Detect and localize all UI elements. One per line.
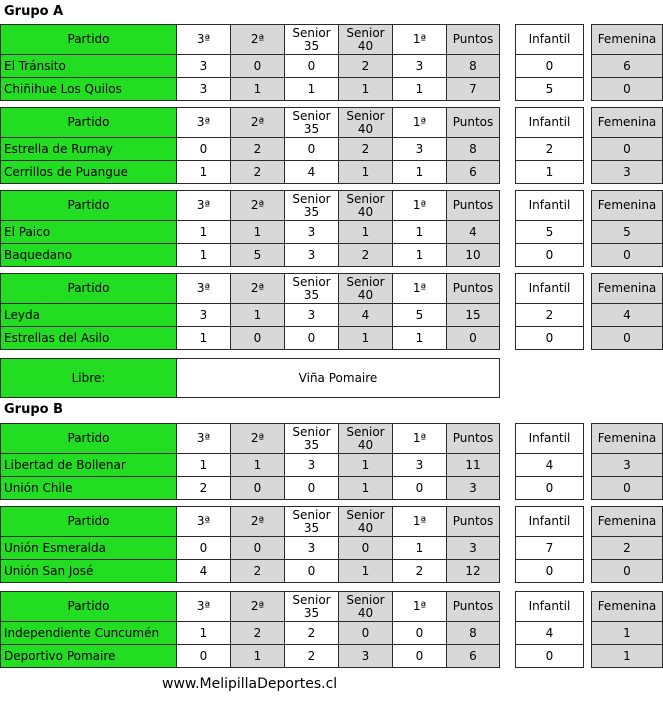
header-2a: 2ª: [231, 108, 285, 138]
cell-3a: 3: [177, 55, 231, 78]
team-name: Unión Chile: [1, 477, 177, 500]
header-femenina: Femenina: [592, 191, 663, 221]
header-1a: 1ª: [393, 592, 447, 622]
cell-senior-40: 0: [339, 537, 393, 560]
match-table: [0, 423, 500, 500]
cell-infantil: 5: [516, 221, 584, 244]
cell-2a: 2: [231, 138, 285, 161]
cell-senior-40: 1: [339, 560, 393, 583]
header-senior-35-line2: 35: [303, 437, 320, 452]
header-senior-35-line1: Senior: [292, 274, 331, 289]
cell-senior-40: 1: [339, 161, 393, 184]
cell-3a: 1: [177, 221, 231, 244]
infantil-table: [515, 506, 584, 583]
cell-senior-40: 1: [339, 78, 393, 101]
cell-puntos: 0: [447, 327, 500, 350]
cell-2a: 0: [231, 477, 285, 500]
cell-2a: 1: [231, 454, 285, 477]
cell-senior-35: 4: [285, 161, 339, 184]
cell-femenina: 0: [592, 138, 663, 161]
cell-puntos: 6: [447, 161, 500, 184]
cell-2a: 2: [231, 622, 285, 645]
header-senior-40-line2: 40: [357, 437, 374, 452]
header-infantil: Infantil: [516, 274, 584, 304]
team-name: Estrellas del Asilo: [1, 327, 177, 350]
cell-2a: 1: [231, 645, 285, 668]
cell-femenina: 0: [592, 327, 663, 350]
cell-infantil: 5: [516, 78, 584, 101]
table-row: [1, 78, 500, 101]
cell-3a: 0: [177, 645, 231, 668]
header-senior-35-line1: Senior: [292, 25, 331, 40]
cell-senior-35: 3: [285, 244, 339, 267]
header-1a: 1ª: [393, 274, 447, 304]
infantil-table: [515, 591, 584, 668]
header-senior-40: [339, 424, 393, 454]
cell-senior-40: 3: [339, 645, 393, 668]
cell-1a: 1: [393, 221, 447, 244]
cell-3a: 1: [177, 622, 231, 645]
cell-1a: 0: [393, 477, 447, 500]
header-senior-40: [339, 592, 393, 622]
header-senior-35: [285, 25, 339, 55]
header-puntos: Puntos: [447, 424, 500, 454]
femenina-table: [591, 24, 663, 101]
header-2a: 2ª: [231, 507, 285, 537]
cell-senior-40: 1: [339, 454, 393, 477]
match-table: [0, 273, 500, 350]
cell-senior-35: 1: [285, 78, 339, 101]
cell-3a: 0: [177, 138, 231, 161]
table-row: [1, 55, 500, 78]
cell-puntos: 3: [447, 477, 500, 500]
team-name: Cerrillos de Puangue: [1, 161, 177, 184]
cell-1a: 1: [393, 78, 447, 101]
cell-senior-40: 1: [339, 221, 393, 244]
femenina-table: [591, 591, 663, 668]
cell-2a: 0: [231, 327, 285, 350]
header-senior-40-line2: 40: [357, 605, 374, 620]
cell-puntos: 4: [447, 221, 500, 244]
femenina-table: [591, 423, 663, 500]
cell-2a: 5: [231, 244, 285, 267]
header-infantil: Infantil: [516, 592, 584, 622]
header-infantil: Infantil: [516, 191, 584, 221]
cell-1a: 0: [393, 645, 447, 668]
cell-2a: 0: [231, 55, 285, 78]
team-name: El Paico: [1, 221, 177, 244]
cell-1a: 2: [393, 560, 447, 583]
cell-senior-35: 2: [285, 622, 339, 645]
header-senior-35-line1: Senior: [292, 108, 331, 123]
header-senior-40-line1: Senior: [346, 108, 385, 123]
match-table: [0, 107, 500, 184]
cell-senior-40: 1: [339, 477, 393, 500]
cell-1a: 3: [393, 138, 447, 161]
cell-1a: 0: [393, 622, 447, 645]
cell-senior-35: 3: [285, 221, 339, 244]
table-row: [1, 537, 500, 560]
header-infantil: Infantil: [516, 25, 584, 55]
header-senior-40-line1: Senior: [346, 424, 385, 439]
cell-senior-35: 2: [285, 645, 339, 668]
cell-3a: 0: [177, 537, 231, 560]
header-2a: 2ª: [231, 424, 285, 454]
header-infantil: Infantil: [516, 424, 584, 454]
cell-puntos: 3: [447, 537, 500, 560]
cell-infantil: 0: [516, 645, 584, 668]
match-table: [0, 24, 500, 101]
header-partido: Partido: [1, 507, 177, 537]
header-infantil: Infantil: [516, 108, 584, 138]
team-name: Chiñihue Los Quilos: [1, 78, 177, 101]
team-name: El Tránsito: [1, 55, 177, 78]
cell-femenina: 5: [592, 221, 663, 244]
header-3a: 3ª: [177, 424, 231, 454]
cell-senior-35: 0: [285, 560, 339, 583]
header-1a: 1ª: [393, 25, 447, 55]
header-partido: Partido: [1, 25, 177, 55]
cell-femenina: 3: [592, 161, 663, 184]
cell-senior-40: 1: [339, 327, 393, 350]
header-senior-35-line2: 35: [303, 38, 320, 53]
femenina-table: [591, 273, 663, 350]
header-senior-35-line1: Senior: [292, 507, 331, 522]
cell-1a: 1: [393, 327, 447, 350]
table-row: [1, 304, 500, 327]
cell-puntos: 6: [447, 645, 500, 668]
cell-2a: 2: [231, 161, 285, 184]
header-2a: 2ª: [231, 274, 285, 304]
cell-2a: 1: [231, 221, 285, 244]
cell-infantil: 0: [516, 55, 584, 78]
header-2a: 2ª: [231, 25, 285, 55]
header-senior-35-line2: 35: [303, 204, 320, 219]
table-row: [1, 161, 500, 184]
header-senior-40-line2: 40: [357, 121, 374, 136]
header-senior-35-line2: 35: [303, 121, 320, 136]
header-femenina: Femenina: [592, 274, 663, 304]
cell-senior-40: 4: [339, 304, 393, 327]
team-name: Unión Esmeralda: [1, 537, 177, 560]
group-b-title: Grupo B: [4, 402, 64, 417]
header-3a: 3ª: [177, 191, 231, 221]
table-row: [1, 622, 500, 645]
femenina-table: [591, 190, 663, 267]
cell-infantil: 4: [516, 454, 584, 477]
header-senior-40-line2: 40: [357, 520, 374, 535]
cell-puntos: 7: [447, 78, 500, 101]
header-3a: 3ª: [177, 507, 231, 537]
cell-femenina: 1: [592, 622, 663, 645]
cell-femenina: 1: [592, 645, 663, 668]
cell-3a: 2: [177, 477, 231, 500]
header-senior-35: [285, 424, 339, 454]
header-senior-40-line2: 40: [357, 38, 374, 53]
header-senior-40: [339, 25, 393, 55]
cell-femenina: 0: [592, 244, 663, 267]
header-3a: 3ª: [177, 25, 231, 55]
cell-senior-40: 0: [339, 622, 393, 645]
header-senior-35: [285, 592, 339, 622]
cell-femenina: 0: [592, 78, 663, 101]
header-senior-35-line1: Senior: [292, 191, 331, 206]
header-partido: Partido: [1, 424, 177, 454]
header-senior-35: [285, 191, 339, 221]
table-row: [1, 244, 500, 267]
cell-senior-35: 0: [285, 327, 339, 350]
cell-1a: 5: [393, 304, 447, 327]
cell-puntos: 8: [447, 622, 500, 645]
cell-infantil: 2: [516, 138, 584, 161]
team-name: Baquedano: [1, 244, 177, 267]
cell-3a: 1: [177, 454, 231, 477]
table-row: [1, 221, 500, 244]
cell-infantil: 0: [516, 244, 584, 267]
team-name: Leyda: [1, 304, 177, 327]
header-puntos: Puntos: [447, 25, 500, 55]
cell-3a: 1: [177, 327, 231, 350]
team-name: Estrella de Rumay: [1, 138, 177, 161]
infantil-table: [515, 107, 584, 184]
header-senior-40: [339, 274, 393, 304]
match-table: [0, 591, 500, 668]
team-name: Independiente Cuncumén: [1, 622, 177, 645]
header-partido: Partido: [1, 191, 177, 221]
cell-senior-35: 3: [285, 454, 339, 477]
cell-1a: 3: [393, 55, 447, 78]
cell-infantil: 1: [516, 161, 584, 184]
header-1a: 1ª: [393, 507, 447, 537]
header-puntos: Puntos: [447, 191, 500, 221]
header-femenina: Femenina: [592, 424, 663, 454]
cell-1a: 1: [393, 244, 447, 267]
header-senior-35-line2: 35: [303, 287, 320, 302]
header-femenina: Femenina: [592, 507, 663, 537]
cell-2a: 2: [231, 560, 285, 583]
cell-infantil: 0: [516, 327, 584, 350]
cell-senior-40: 2: [339, 244, 393, 267]
header-infantil: Infantil: [516, 507, 584, 537]
header-senior-40-line1: Senior: [346, 25, 385, 40]
cell-3a: 4: [177, 560, 231, 583]
match-table: [0, 190, 500, 267]
cell-3a: 1: [177, 244, 231, 267]
header-3a: 3ª: [177, 592, 231, 622]
cell-infantil: 4: [516, 622, 584, 645]
header-senior-40-line1: Senior: [346, 274, 385, 289]
infantil-table: [515, 190, 584, 267]
cell-infantil: 7: [516, 537, 584, 560]
table-row: [1, 454, 500, 477]
cell-puntos: 15: [447, 304, 500, 327]
cell-senior-35: 0: [285, 138, 339, 161]
cell-3a: 1: [177, 161, 231, 184]
table-row: [1, 560, 500, 583]
header-senior-40-line1: Senior: [346, 191, 385, 206]
header-1a: 1ª: [393, 191, 447, 221]
infantil-table: [515, 24, 584, 101]
cell-2a: 1: [231, 304, 285, 327]
cell-infantil: 0: [516, 560, 584, 583]
header-senior-40-line2: 40: [357, 204, 374, 219]
header-1a: 1ª: [393, 108, 447, 138]
cell-1a: 1: [393, 537, 447, 560]
cell-femenina: 3: [592, 454, 663, 477]
header-femenina: Femenina: [592, 592, 663, 622]
header-2a: 2ª: [231, 191, 285, 221]
header-puntos: Puntos: [447, 108, 500, 138]
header-senior-40: [339, 191, 393, 221]
header-puntos: Puntos: [447, 274, 500, 304]
header-femenina: Femenina: [592, 25, 663, 55]
cell-senior-40: 2: [339, 138, 393, 161]
team-name: Unión San José: [1, 560, 177, 583]
cell-femenina: 0: [592, 477, 663, 500]
header-senior-40: [339, 507, 393, 537]
match-table: [0, 506, 500, 583]
cell-1a: 3: [393, 454, 447, 477]
cell-senior-40: 2: [339, 55, 393, 78]
cell-puntos: 8: [447, 55, 500, 78]
team-name: Libertad de Bollenar: [1, 454, 177, 477]
cell-infantil: 0: [516, 477, 584, 500]
cell-senior-35: 0: [285, 477, 339, 500]
table-row: [1, 327, 500, 350]
infantil-table: [515, 423, 584, 500]
table-row: [1, 138, 500, 161]
femenina-table: [591, 506, 663, 583]
table-row: [1, 645, 500, 668]
table-row: [1, 477, 500, 500]
header-partido: Partido: [1, 274, 177, 304]
header-3a: 3ª: [177, 274, 231, 304]
cell-senior-35: 3: [285, 304, 339, 327]
header-senior-35-line1: Senior: [292, 424, 331, 439]
libre-label: Libre:: [1, 359, 177, 398]
footer-website: www.MelipillaDeportes.cl: [162, 676, 338, 692]
cell-puntos: 11: [447, 454, 500, 477]
header-senior-40-line2: 40: [357, 287, 374, 302]
header-senior-35: [285, 274, 339, 304]
header-senior-40-line1: Senior: [346, 592, 385, 607]
header-senior-35-line1: Senior: [292, 592, 331, 607]
cell-infantil: 2: [516, 304, 584, 327]
libre-row: [0, 358, 500, 398]
header-puntos: Puntos: [447, 592, 500, 622]
cell-3a: 3: [177, 304, 231, 327]
cell-puntos: 8: [447, 138, 500, 161]
header-puntos: Puntos: [447, 507, 500, 537]
team-name: Deportivo Pomaire: [1, 645, 177, 668]
header-senior-35: [285, 108, 339, 138]
header-senior-40: [339, 108, 393, 138]
cell-femenina: 6: [592, 55, 663, 78]
cell-2a: 1: [231, 78, 285, 101]
cell-femenina: 2: [592, 537, 663, 560]
header-partido: Partido: [1, 592, 177, 622]
header-senior-40-line1: Senior: [346, 507, 385, 522]
header-senior-35-line2: 35: [303, 605, 320, 620]
cell-3a: 3: [177, 78, 231, 101]
cell-femenina: 0: [592, 560, 663, 583]
cell-puntos: 10: [447, 244, 500, 267]
libre-team: Viña Pomaire: [177, 359, 500, 398]
infantil-table: [515, 273, 584, 350]
cell-femenina: 4: [592, 304, 663, 327]
group-a-title: Grupo A: [4, 4, 64, 19]
cell-1a: 1: [393, 161, 447, 184]
cell-senior-35: 0: [285, 55, 339, 78]
cell-2a: 0: [231, 537, 285, 560]
femenina-table: [591, 107, 663, 184]
header-senior-35: [285, 507, 339, 537]
header-3a: 3ª: [177, 108, 231, 138]
header-senior-35-line2: 35: [303, 520, 320, 535]
header-femenina: Femenina: [592, 108, 663, 138]
header-partido: Partido: [1, 108, 177, 138]
cell-puntos: 12: [447, 560, 500, 583]
header-1a: 1ª: [393, 424, 447, 454]
header-2a: 2ª: [231, 592, 285, 622]
cell-senior-35: 3: [285, 537, 339, 560]
